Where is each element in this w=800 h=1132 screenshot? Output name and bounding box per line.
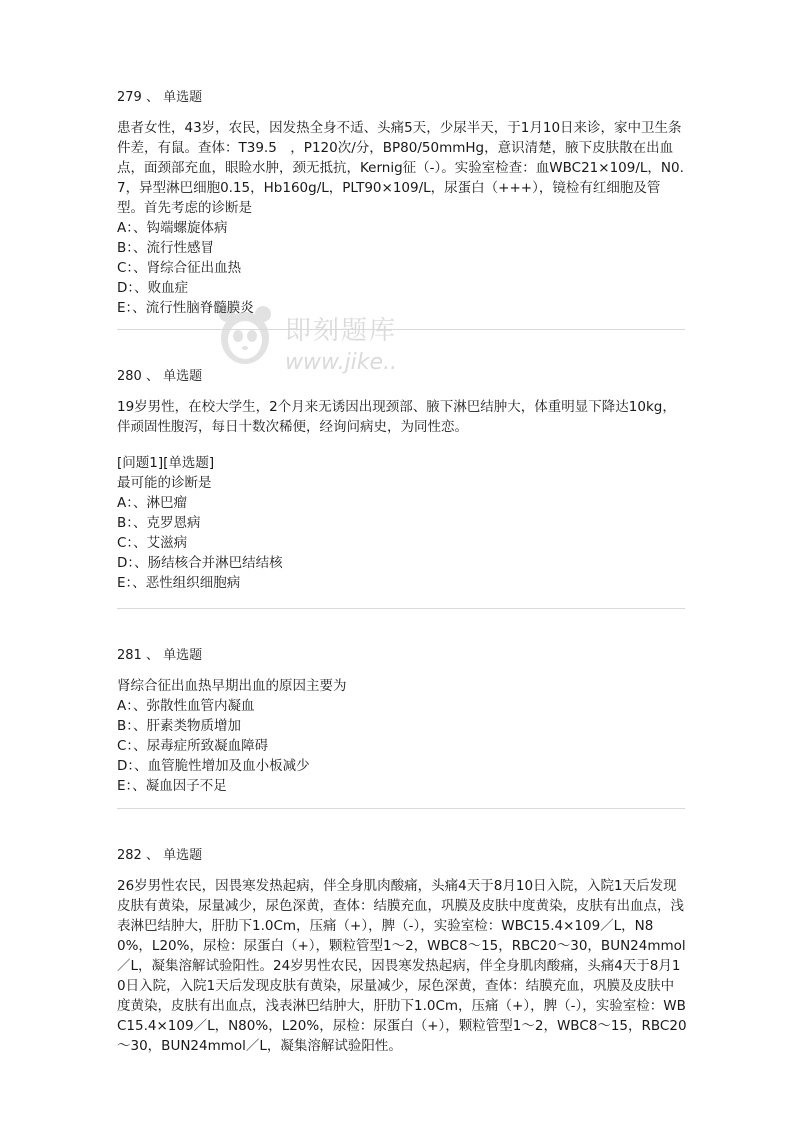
question-stem: 患者女性，43岁，农民，因发热全身不适、头痛5天，少尿半天，于1月10日来诊，家中卫生条件差，有鼠。查体：T39.5 ，P120次/分，BP80/50mmHg，意识清楚，腋下皮肤散在出血点，面颈部充血，眼睑水肿，颈无抵抗，Kernig征（-）。实验室检查：血WBC21×109/L，N0.7，异型淋巴细胞0.15，Hb160g/L，PLT90×109/L，尿蛋白（+++），镜检有红细胞及管型。首先考虑的诊断是 bbox=[117, 120, 684, 216]
question-header: 280 、 单选题 bbox=[117, 369, 203, 384]
option-c[interactable]: C：、肾综合征出血热 bbox=[117, 260, 242, 276]
option-e[interactable]: E：、流行性脑脊髓膜炎 bbox=[117, 300, 254, 316]
watermark-url: www.jike.. bbox=[285, 350, 398, 375]
option-b[interactable]: B：、流行性感冒 bbox=[117, 240, 215, 256]
question-header: 281 、 单选题 bbox=[117, 648, 203, 663]
watermark-text: 即刻题库 bbox=[285, 316, 398, 346]
question-281 bbox=[117, 646, 687, 796]
sub-question-stem: 最可能的诊断是 bbox=[117, 475, 212, 491]
option-c[interactable]: C：、尿毒症所致凝血障碍 bbox=[117, 738, 269, 754]
option-e[interactable]: E：、恶性组织细胞病 bbox=[117, 575, 241, 591]
question-280 bbox=[117, 367, 687, 593]
question-279 bbox=[117, 88, 687, 318]
option-a[interactable]: A：、钩端螺旋体病 bbox=[117, 220, 228, 236]
option-d[interactable]: D：、血管脆性增加及血小板减少 bbox=[117, 758, 310, 774]
divider bbox=[117, 608, 685, 609]
option-e[interactable]: E：、凝血因子不足 bbox=[117, 778, 227, 794]
option-d[interactable]: D：、败血症 bbox=[117, 280, 189, 296]
option-c[interactable]: C：、艾滋病 bbox=[117, 535, 188, 551]
option-list bbox=[117, 493, 687, 593]
option-list bbox=[117, 696, 687, 796]
question-stem: 26岁男性农民，因畏寒发热起病，伴全身肌肉酸痛，头痛4天于8月10日入院，入院1天后发现皮肤有黄染，尿量减少，尿色深黄，查体：结膜充血，巩膜及皮肤中度黄染，皮肤有出血点，浅表淋巴结肿大，肝肋下1.0Cm，压痛（+），脾（-），实验室检：WBC15.4×109／L，N80%，L20%，尿检：尿蛋白（+），颗粒管型1～2，WBC8～15，RBC20～30，BUN24mmol／L，凝集溶解试验阳性。24岁男性农民，因畏寒发热起病，伴全身肌肉酸痛，头痛4天于8月10日入院，入院1天后发现皮肤有黄染，尿量减少，尿色深黄，查体：结膜充血，巩膜及皮肤中度黄染，皮肤有出血点，浅表淋巴结肿大，肝肋下1.0Cm，压痛（+），脾（-），实验室检：WBC15.4×109／L，N80%，L20%，尿检：尿蛋白（+），颗粒管型1～2，WBC8～15，RBC20～30，BUN24mmol／L，凝集溶解试验阳性。 bbox=[117, 878, 687, 1054]
option-list bbox=[117, 218, 687, 318]
question-header: 282 、 单选题 bbox=[117, 848, 203, 863]
option-d[interactable]: D：、肠结核合并淋巴结结核 bbox=[117, 555, 283, 571]
option-b[interactable]: B：、肝素类物质增加 bbox=[117, 718, 242, 734]
option-b[interactable]: B：、克罗恩病 bbox=[117, 515, 201, 531]
option-a[interactable]: A：、弥散性血管内凝血 bbox=[117, 698, 255, 714]
question-282 bbox=[117, 846, 687, 1056]
divider bbox=[117, 329, 685, 330]
question-stem: 肾综合征出血热早期出血的原因主要为 bbox=[117, 678, 347, 694]
divider bbox=[117, 808, 685, 809]
question-stem: 19岁男性，在校大学生，2个月来无诱因出现颈部、腋下淋巴结肿大，体重明显下降达10kg，伴顽固性腹泻，每日十数次稀便，经询问病史，为同性恋。 bbox=[117, 399, 676, 435]
question-header: 279 、 单选题 bbox=[117, 90, 203, 105]
sub-question-label: [问题1][单选题] bbox=[117, 455, 215, 471]
option-a[interactable]: A：、淋巴瘤 bbox=[117, 495, 187, 511]
